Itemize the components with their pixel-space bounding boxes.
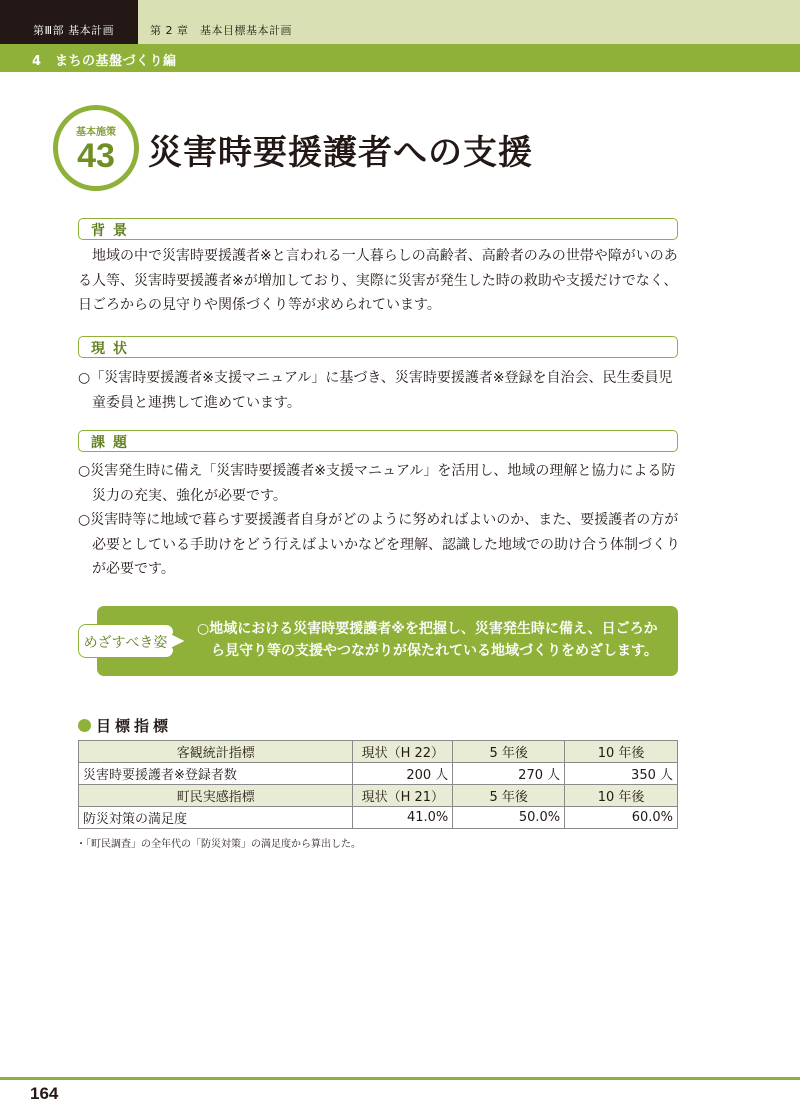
issues-heading: 課題 (91, 435, 135, 451)
table-cell: 350 人 (565, 763, 678, 785)
current-item: ○「災害時要援護者※支援マニュアル」に基づき、災害時要援護者※登録を自治会、民生委員児童委員と連携して進めています。 (78, 370, 673, 411)
indicators-table (78, 740, 678, 829)
table-row (79, 763, 678, 785)
indicators-title (78, 715, 172, 736)
callout-tail-icon (172, 632, 188, 650)
goal-label: めざすべき姿 (83, 635, 168, 651)
table-cell: 現状（H 22） (353, 741, 453, 763)
goal-text (197, 618, 667, 662)
issues-item: ○災害発生時に備え「災害時要援護者※支援マニュアル」を活用し、地域の理解と協力による防災力の充実、強化が必要です。 (78, 463, 676, 504)
page-number: 164 (30, 1084, 59, 1103)
table-cell: 200 人 (353, 763, 453, 785)
background-heading: 背景 (91, 223, 135, 239)
issues-heading-box (78, 430, 678, 452)
issues-list (78, 459, 683, 582)
table-row (79, 807, 678, 829)
page-title: 災害時要援護者への支援 (148, 133, 533, 173)
policy-badge (53, 105, 139, 191)
current-heading: 現状 (91, 341, 135, 357)
footer-rule (0, 1077, 800, 1080)
table-cell: 50.0% (453, 807, 565, 829)
table-cell: 10 年後 (565, 785, 678, 807)
current-heading-box (78, 336, 678, 358)
table-cell: 現状（H 21） (353, 785, 453, 807)
table-cell: 5 年後 (453, 741, 565, 763)
indicators-title-text: 目標指標 (96, 717, 173, 735)
policy-badge-label: 基本施策 (76, 127, 116, 138)
table-cell: 10 年後 (565, 741, 678, 763)
header-part: 第Ⅲ部 基本計画 (33, 24, 115, 37)
issues-item: ○災害時等に地域で暮らす要援護者自身がどのように努めればよいのか、また、要援護者の方が必要としている手助けをどう行えばよいかなどを理解、認識した地域での助け合う体制づくりが必要です。 (78, 512, 680, 577)
header-chapter: 第 2 章 基本目標基本計画 (150, 24, 292, 37)
goal-callout (78, 624, 174, 658)
table-cell: 防災対策の満足度 (79, 807, 353, 829)
goal-item: ○地域における災害時要援護者※を把握し、災害発生時に備え、日ごろから見守り等の支援やつながりが保たれている地域づくりをめざします。 (197, 621, 658, 659)
table-cell: 町民実感指標 (79, 785, 353, 807)
table-header-row (79, 741, 678, 763)
bullet-circle-icon (78, 719, 91, 732)
background-text: 地域の中で災害時要援護者※と言われる一人暮らしの高齢者、高齢者のみの世帯や障がいのある人等、災害時要援護者※が増加しており、実際に災害が発生した時の救助や支援だけでなく、日ごろからの見守りや関係づくり等が求められています。 (78, 248, 678, 313)
table-cell: 60.0% (565, 807, 678, 829)
table-cell: 客観統計指標 (79, 741, 353, 763)
policy-number: 43 (77, 137, 115, 175)
table-cell: 5 年後 (453, 785, 565, 807)
table-note: ・「町民調査」の全年代の「防災対策」の満足度から算出した。 (76, 839, 361, 850)
table-cell: 41.0% (353, 807, 453, 829)
table-header-row (79, 785, 678, 807)
background-heading-box (78, 218, 678, 240)
table-cell: 270 人 (453, 763, 565, 785)
table-cell: 災害時要援護者※登録者数 (79, 763, 353, 785)
current-list (78, 366, 683, 415)
section-title: 4 まちの基盤づくり編 (32, 54, 177, 69)
